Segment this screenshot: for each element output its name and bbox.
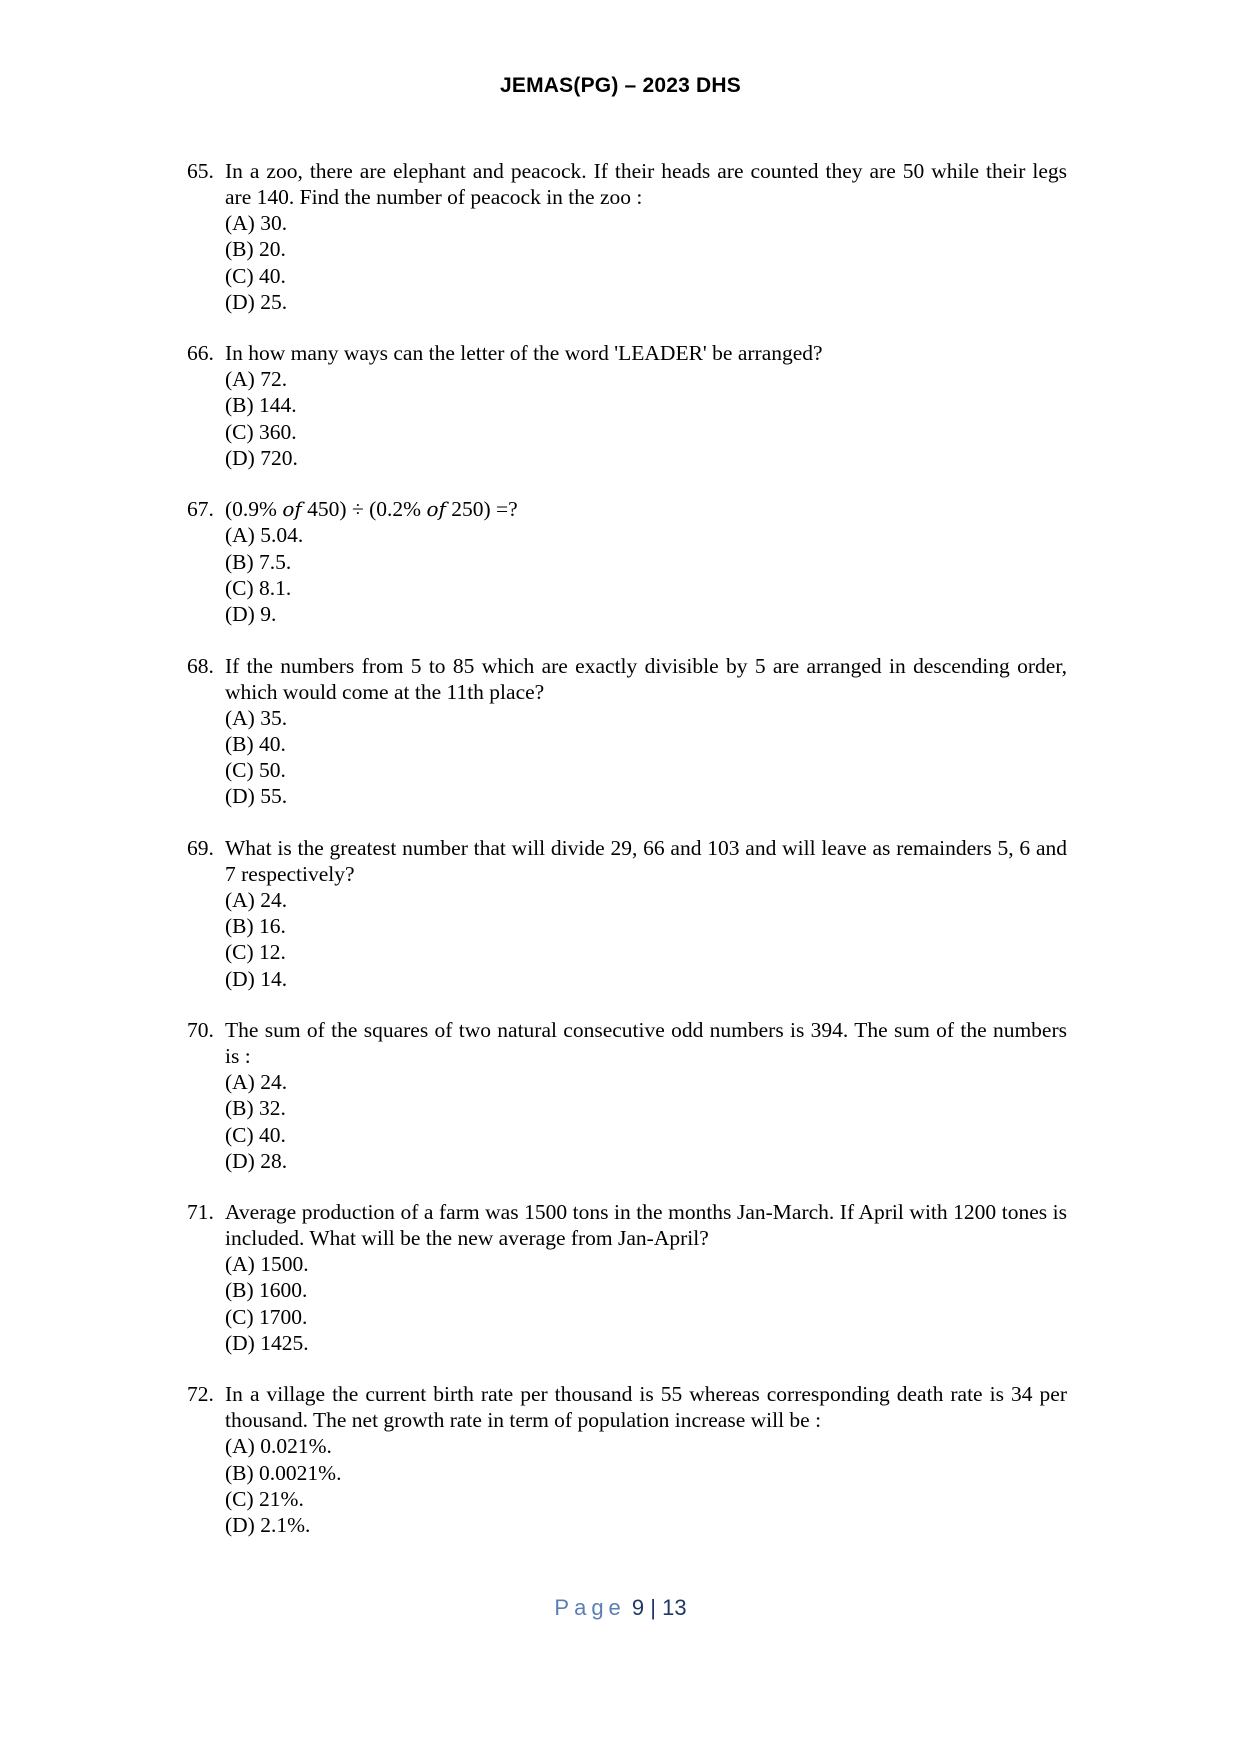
question-67	[187, 496, 1067, 627]
question-text: What is the greatest number that will divide 29, 66 and 103 and will leave as remainders 5, 6 and 7 respectively?	[225, 835, 1067, 886]
option-b: (B) 1600.	[225, 1278, 308, 1303]
question-72	[187, 1381, 1067, 1538]
option-list	[187, 887, 1067, 992]
option-list	[187, 705, 1067, 810]
option-a: (A) 24.	[225, 887, 288, 912]
option-a: (A) 0.021%.	[225, 1434, 332, 1459]
option-a: (A) 30.	[225, 211, 288, 235]
question-stem	[187, 496, 1067, 522]
math-of-operator: of	[282, 497, 302, 522]
question-text: In a village the current birth rate per thousand is 55 whereas corresponding death rate is 34 per thousand. The net growth rate in term of population increase will be :	[225, 1382, 1067, 1433]
option-a: (A) 72.	[225, 367, 288, 392]
option-list	[187, 210, 1067, 315]
question-text: In a zoo, there are elephant and peacock. If their heads are counted they are 50 while their legs are 140. Find the number of peacock in the zoo :	[225, 159, 1067, 209]
question-number: 69.	[187, 835, 214, 860]
question-stem	[187, 1381, 1067, 1433]
option-d: (D) 2.1%.	[225, 1513, 311, 1538]
option-b: (B) 144.	[225, 393, 297, 418]
option-b: (B) 7.5.	[225, 549, 292, 574]
option-a: (A) 35.	[225, 705, 288, 730]
question-stem	[187, 158, 1067, 210]
question-number: 66.	[187, 341, 214, 366]
option-list	[187, 1069, 1067, 1174]
option-c: (C) 50.	[225, 758, 286, 783]
question-text	[225, 496, 1067, 522]
option-c: (C) 360.	[225, 419, 297, 444]
option-c: (C) 12.	[225, 940, 286, 965]
question-number: 71.	[187, 1200, 214, 1225]
page-number: 9 | 13	[631, 1595, 687, 1620]
option-a: (A) 1500.	[225, 1252, 309, 1277]
question-text: If the numbers from 5 to 85 which are exactly divisible by 5 are arranged in descending order, which would come at the 11th place?	[225, 653, 1067, 704]
option-d: (D) 720.	[225, 446, 298, 471]
option-list	[187, 522, 1067, 627]
question-text: In how many ways can the letter of the word 'LEADER' be arranged?	[225, 341, 823, 366]
math-of-operator: of	[426, 497, 446, 522]
question-stem	[187, 1199, 1067, 1251]
question-71	[187, 1199, 1067, 1356]
option-c: (C) 1700.	[225, 1304, 308, 1329]
expression-part: 450) ÷ (0.2%	[301, 497, 427, 522]
option-d: (D) 9.	[225, 602, 277, 627]
option-d: (D) 28.	[225, 1148, 288, 1173]
question-number: 65.	[187, 159, 214, 183]
question-65	[187, 158, 1067, 315]
question-stem	[187, 835, 1067, 887]
question-stem	[187, 340, 1067, 366]
question-68	[187, 653, 1067, 810]
option-c: (C) 21%.	[225, 1486, 304, 1511]
question-stem	[187, 653, 1067, 705]
page-label: Page	[554, 1595, 626, 1620]
question-number: 67.	[187, 497, 214, 522]
option-a: (A) 5.04.	[225, 523, 304, 548]
question-70	[187, 1017, 1067, 1174]
option-b: (B) 32.	[225, 1096, 286, 1121]
option-c: (C) 40.	[225, 1122, 286, 1147]
option-d: (D) 1425.	[225, 1331, 309, 1356]
option-list	[187, 366, 1067, 471]
option-b: (B) 0.0021%.	[225, 1460, 342, 1485]
expression-part: 250) =?	[445, 497, 518, 522]
option-d: (D) 25.	[225, 289, 288, 314]
option-c: (C) 40.	[225, 263, 286, 288]
question-number: 70.	[187, 1017, 214, 1042]
expression-part: (0.9%	[225, 497, 283, 522]
option-b: (B) 40.	[225, 731, 286, 756]
option-c: (C) 8.1.	[225, 575, 292, 600]
question-text: The sum of the squares of two natural consecutive odd numbers is 394. The sum of the numbers is :	[225, 1017, 1067, 1068]
question-69	[187, 835, 1067, 992]
page-footer	[0, 1595, 1241, 1621]
question-list	[187, 158, 1067, 1564]
question-number: 72.	[187, 1382, 214, 1407]
option-b: (B) 20.	[225, 237, 286, 262]
option-list	[187, 1251, 1067, 1356]
option-d: (D) 14.	[225, 966, 288, 991]
question-66	[187, 340, 1067, 471]
question-text: Average production of a farm was 1500 tons in the months Jan-March. If April with 1200 tones is included. What will be the new average from Jan-April?	[225, 1200, 1067, 1251]
question-number: 68.	[187, 653, 214, 678]
option-d: (D) 55.	[225, 784, 288, 809]
option-list	[187, 1433, 1067, 1538]
question-stem	[187, 1017, 1067, 1069]
option-b: (B) 16.	[225, 914, 286, 939]
page-header-title: JEMAS(PG) – 2023 DHS	[500, 74, 741, 97]
option-a: (A) 24.	[225, 1069, 288, 1094]
